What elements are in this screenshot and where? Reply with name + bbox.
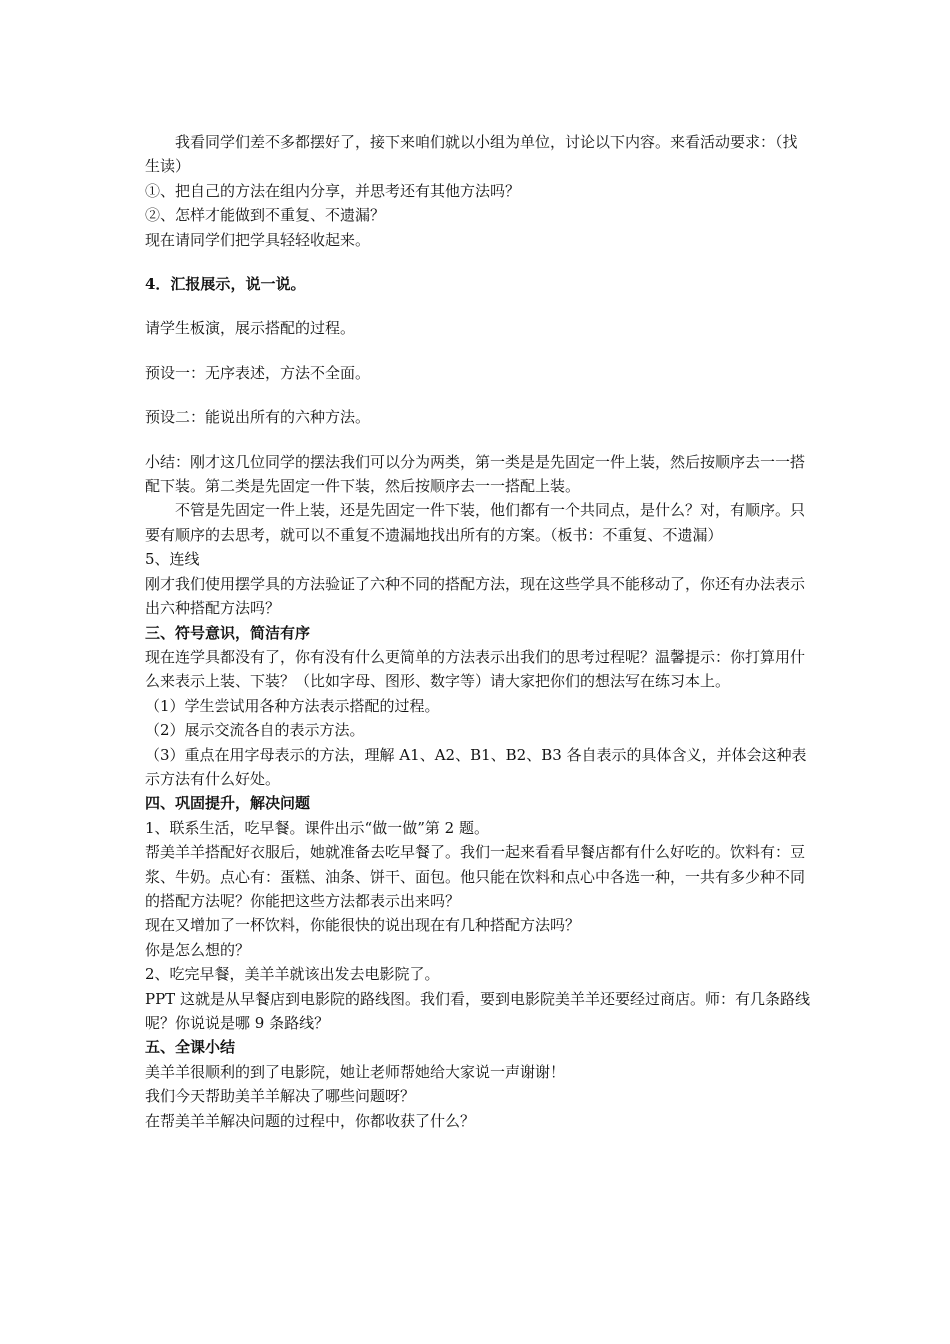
paragraph-preset-1: 预设一：无序表述，方法不全面。 [145, 363, 371, 382]
paragraph-extra-drink: 现在又增加了一杯饮料，你能很快的说出现在有几种搭配方法吗？ [145, 916, 581, 935]
paragraph-activity-requirements: 我看同学们差不多都摆好了，接下来咱们就以小组为单位，讨论以下内容。来看活动要求：（找生读） [145, 133, 798, 176]
paragraph-step-2: （2）展示交流各自的表示方法。 [145, 721, 365, 740]
document-body [145, 130, 810, 1133]
paragraph-common-point: 不管是先固定一件上装，还是先固定一件下装，他们都有一个共同点，是什么？对，有顺序。只要有顺序的去思考，就可以不重复不遗漏地找出所有的方案。（板书：不重复、不遗漏） [145, 501, 806, 544]
paragraph-cinema: 2、吃完早餐，美羊羊就该出发去电影院了。 [145, 965, 440, 984]
paragraph-problems-solved: 我们今天帮助美羊羊解决了哪些问题呀？ [145, 1087, 416, 1106]
paragraph-verify-methods: 刚才我们使用摆学具的方法验证了六种不同的搭配方法，现在这些学具不能移动了，你还有办法表示出六种搭配方法吗？ [145, 574, 806, 618]
paragraph-preset-2: 预设二：能说出所有的六种方法。 [145, 408, 371, 427]
heading-report-display: 4．汇报展示，说一说。 [145, 275, 306, 294]
paragraph-connect-lines: 5、连线 [145, 550, 200, 569]
paragraph-thanks: 美羊羊很顺利的到了电影院，她让老师帮她给大家说一声谢谢！ [145, 1062, 566, 1081]
paragraph-board-demo: 请学生板演，展示搭配的过程。 [145, 319, 356, 338]
paragraph-gains: 在帮美羊羊解决问题的过程中，你都收获了什么？ [145, 1111, 476, 1130]
paragraph-simpler-method: 现在连学具都没有了，你有没有什么更简单的方法表示出我们的思考过程呢？温馨提示：你打算用什么来表示上装、下装？（比如字母、图形、数字等）请大家把你们的想法写在练习本上。 [145, 647, 806, 691]
paragraph-breakfast: 1、联系生活，吃早餐。课件出示“做一做”第 2 题。 [145, 818, 489, 837]
paragraph-step-3: （3）重点在用字母表示的方法，理解 A1、A2、B1、B2、B3 各自表示的具体含义，并体会这种表示方法有什么好处。 [145, 745, 807, 788]
paragraph-summary: 小结：刚才这几位同学的摆法我们可以分为两类，第一类是是先固定一件上装，然后按顺序去一一搭配下装。第二类是先固定一件下装，然后按顺序去一一搭配上装。 [145, 452, 806, 496]
heading-consolidate: 四、巩固提升，解决问题 [145, 794, 311, 813]
paragraph-breakfast-detail: 帮美羊羊搭配好衣服后，她就准备去吃早餐了。我们一起来看看早餐店都有什么好吃的。饮料有：豆浆、牛奶。点心有：蛋糕、油条、饼干、面包。他只能在饮料和点心中各选一种，一共有多少种不同的搭配方法呢？你能把这些方法都表示出来吗？ [145, 843, 806, 910]
heading-class-summary: 五、全课小结 [145, 1038, 236, 1057]
paragraph-requirement-1: ①、把自己的方法在组内分享，并思考还有其他方法吗？ [145, 181, 521, 200]
paragraph-step-1: （1）学生尝试用各种方法表示搭配的过程。 [145, 696, 440, 715]
paragraph-requirement-2: ②、怎样才能做到不重复、不遗漏？ [145, 206, 386, 225]
paragraph-put-away-tools: 现在请同学们把学具轻轻收起来。 [145, 230, 371, 249]
paragraph-how-think: 你是怎么想的？ [145, 940, 251, 959]
heading-symbol-awareness: 三、符号意识，简洁有序 [145, 623, 311, 642]
paragraph-route-map: PPT 这就是从早餐店到电影院的路线图。我们看，要到电影院美羊羊还要经过商店。师：有几条路线呢？你说说是哪 9 条路线？ [145, 989, 810, 1032]
